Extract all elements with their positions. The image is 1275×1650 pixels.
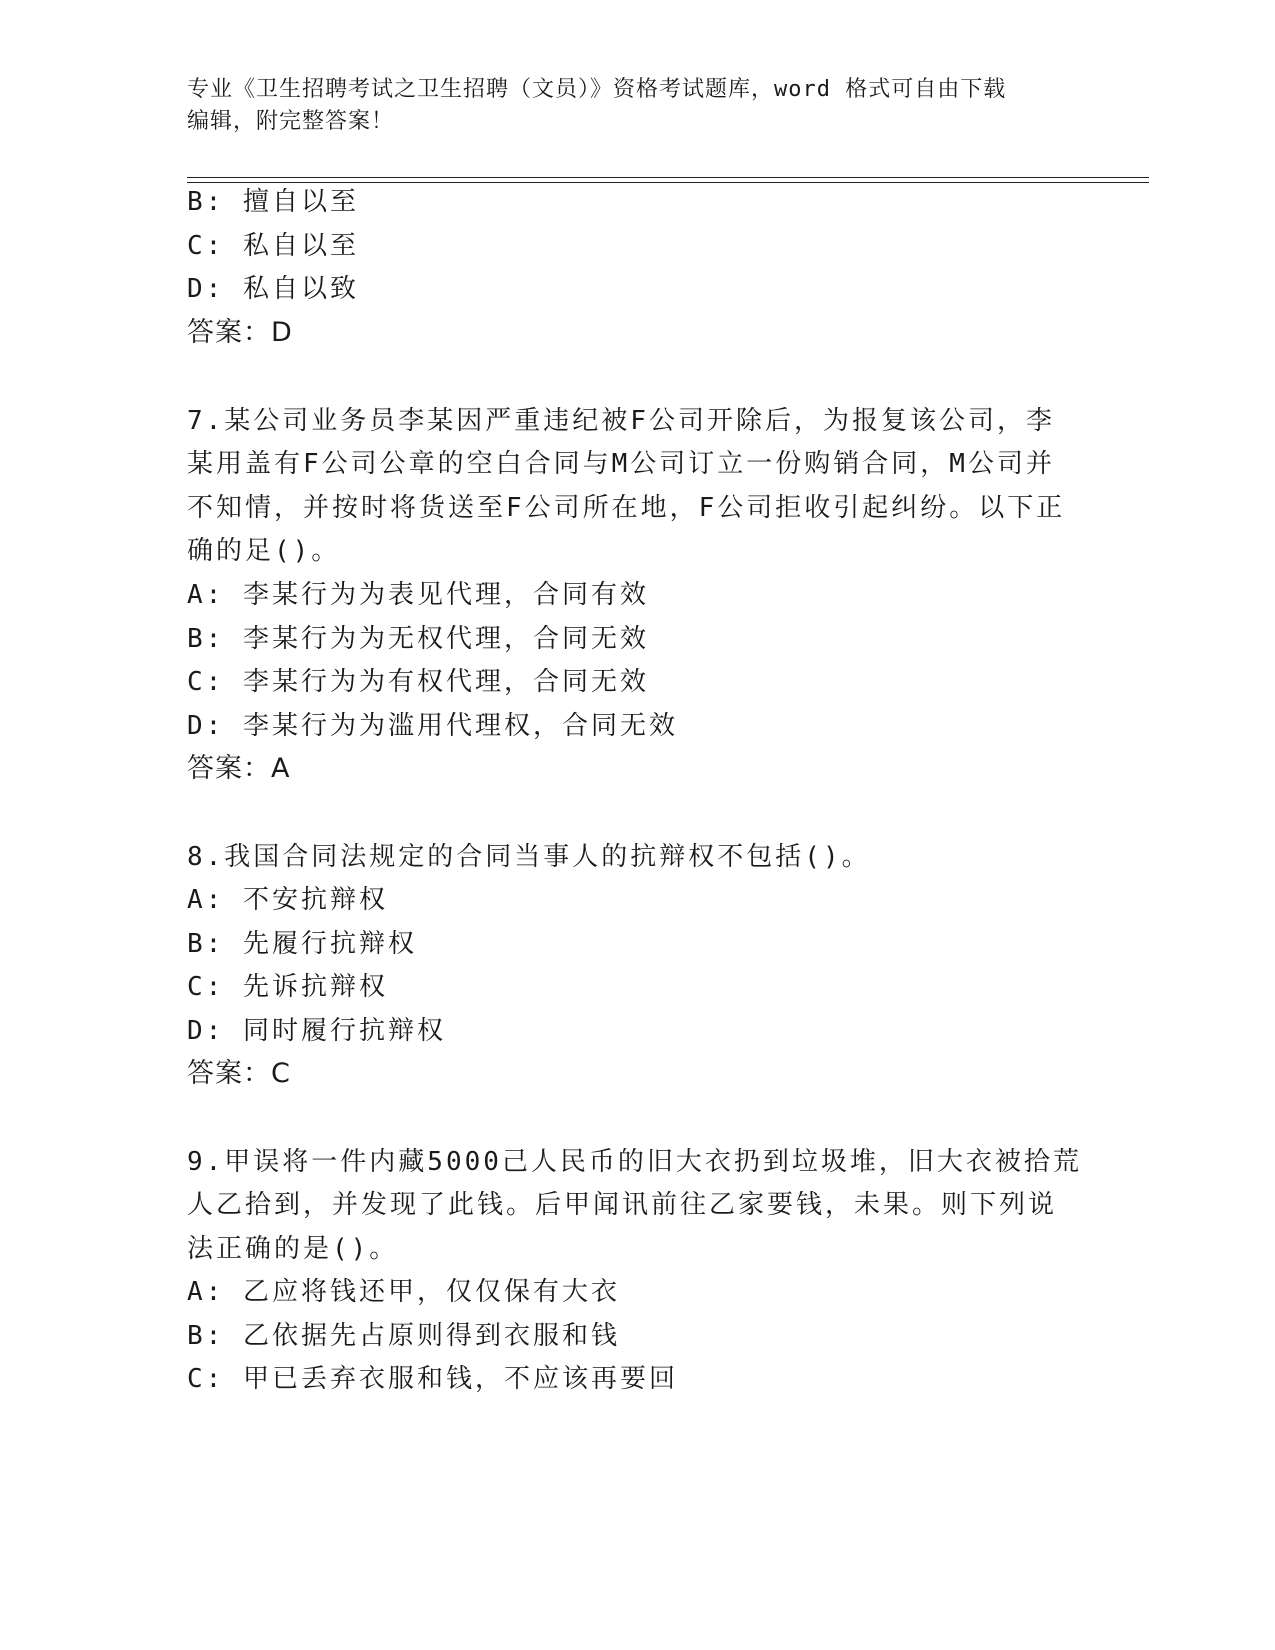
- document-header: [187, 74, 1087, 138]
- q7-answer: 答案：A: [187, 753, 291, 784]
- header-rule-bottom: [187, 182, 1149, 183]
- q8-option-d: D: 同时履行抗辩权: [187, 1016, 446, 1046]
- q7-stem-line-4: 确的足()。: [187, 536, 341, 566]
- header-rule-top: [187, 177, 1149, 178]
- header-line-2: 编辑，附完整答案！: [187, 109, 395, 134]
- q9-stem-line-3: 法正确的是()。: [187, 1234, 399, 1264]
- q9-stem-line-2: 人乙拾到，并发现了此钱。后甲闻讯前往乙家要钱，未果。则下列说: [187, 1190, 1058, 1220]
- q6-option-c: C: 私自以至: [187, 231, 359, 261]
- q8-option-a: A: 不安抗辩权: [187, 885, 388, 915]
- q7-option-c: C: 李某行为为有权代理，合同无效: [187, 667, 649, 697]
- q9-option-a: A: 乙应将钱还甲，仅仅保有大衣: [187, 1277, 620, 1307]
- q8-stem: 8.我国合同法规定的合同当事人的抗辩权不包括()。: [187, 842, 871, 872]
- q6-answer: 答案：D: [187, 317, 293, 348]
- q6-option-d: D: 私自以致: [187, 274, 359, 304]
- q9-option-b: B: 乙依据先占原则得到衣服和钱: [187, 1321, 620, 1351]
- q9-stem-line-1: 9.甲误将一件内藏5000己人民币的旧大衣扔到垃圾堆，旧大衣被拾荒: [187, 1147, 1082, 1177]
- q8-option-c: C: 先诉抗辩权: [187, 972, 388, 1002]
- q7-stem-line-2: 某用盖有F公司公章的空白合同与M公司订立一份购销合同，M公司并: [187, 449, 1055, 479]
- q8-answer: 答案：C: [187, 1058, 291, 1089]
- q7-stem-line-1: 7.某公司业务员李某因严重违纪被F公司开除后，为报复该公司，李: [187, 406, 1055, 436]
- q9-option-c: C: 甲已丢弃衣服和钱，不应该再要回: [187, 1364, 678, 1394]
- q6-option-b: B: 擅自以至: [187, 187, 359, 217]
- header-line-1: 专业《卫生招聘考试之卫生招聘（文员）》资格考试题库，word 格式可自由下载: [187, 77, 1007, 102]
- q7-option-a: A: 李某行为为表见代理，合同有效: [187, 580, 649, 610]
- q8-option-b: B: 先履行抗辩权: [187, 929, 417, 959]
- q7-option-b: B: 李某行为为无权代理，合同无效: [187, 624, 649, 654]
- q7-stem-line-3: 不知情，并按时将货送至F公司所在地，F公司拒收引起纠纷。以下正: [187, 493, 1066, 523]
- q7-option-d: D: 李某行为为滥用代理权，合同无效: [187, 711, 678, 741]
